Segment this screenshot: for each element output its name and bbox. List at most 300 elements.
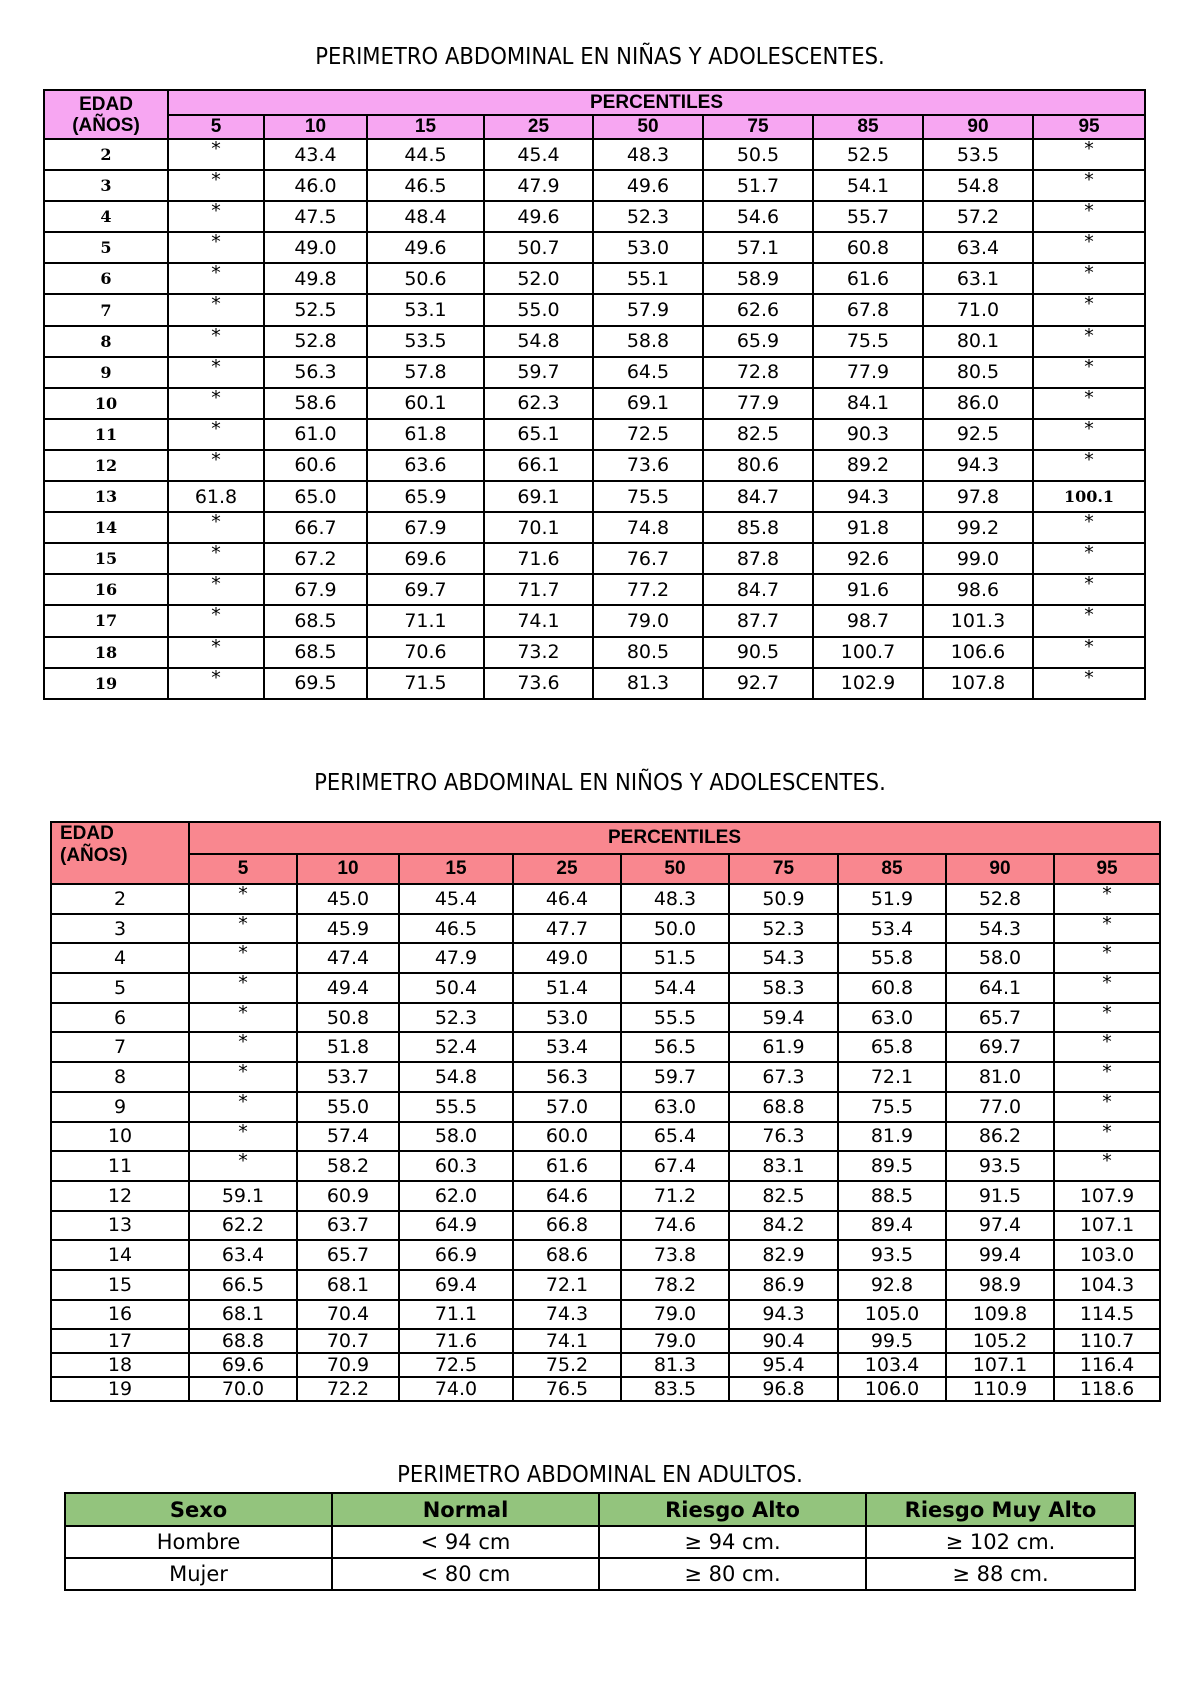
percentile-value-cell: 61.0: [264, 419, 367, 450]
percentile-value-cell: *: [1033, 263, 1145, 294]
percentile-value-cell: 71.0: [923, 294, 1033, 325]
age-cell: 17: [44, 605, 168, 636]
percentile-header-95: 95: [1054, 854, 1160, 884]
table-row: [51, 884, 1160, 914]
percentile-value-cell: 93.5: [838, 1240, 946, 1270]
age-cell: 9: [51, 1092, 189, 1122]
percentile-value-cell: 76.7: [593, 543, 703, 574]
percentile-value-cell: *: [1054, 1032, 1160, 1062]
percentile-value-cell: 106.0: [838, 1377, 946, 1401]
table-row: [65, 1526, 1135, 1558]
percentile-value-cell: 80.5: [923, 357, 1033, 388]
age-cell: 14: [51, 1240, 189, 1270]
table-row: [51, 1300, 1160, 1330]
percentile-value-cell: 56.5: [621, 1032, 729, 1062]
percentile-value-cell: 66.5: [189, 1270, 297, 1300]
table-row: [44, 574, 1145, 605]
percentile-value-cell: 97.4: [946, 1211, 1054, 1241]
percentile-value-cell: 93.5: [946, 1151, 1054, 1181]
percentile-value-cell: *: [189, 973, 297, 1003]
percentile-value-cell: 109.8: [946, 1300, 1054, 1330]
percentile-value-cell: 47.5: [264, 201, 367, 232]
age-cell: 16: [51, 1300, 189, 1330]
percentile-value-cell: *: [1054, 1062, 1160, 1092]
percentile-value-cell: *: [1033, 668, 1145, 699]
percentile-value-cell: *: [1033, 232, 1145, 263]
percentile-value-cell: *: [168, 294, 264, 325]
percentile-value-cell: 52.5: [813, 139, 923, 170]
percentile-header-90: 90: [946, 854, 1054, 884]
percentile-value-cell: 82.5: [703, 419, 813, 450]
percentile-value-cell: 68.5: [264, 605, 367, 636]
percentile-value-cell: *: [168, 263, 264, 294]
percentile-value-cell: 49.6: [367, 232, 484, 263]
percentile-value-cell: 74.0: [399, 1377, 513, 1401]
percentile-header-95: 95: [1033, 115, 1145, 139]
girls-percentile-table: [43, 89, 1146, 700]
percentile-value-cell: 76.3: [729, 1122, 838, 1152]
table-row: [51, 1062, 1160, 1092]
age-cell: 2: [44, 139, 168, 170]
percentile-value-cell: 82.9: [729, 1240, 838, 1270]
table-row: [44, 263, 1145, 294]
percentile-value-cell: 114.5: [1054, 1300, 1160, 1330]
age-cell: 6: [51, 1003, 189, 1033]
age-cell: 15: [51, 1270, 189, 1300]
percentile-value-cell: 58.9: [703, 263, 813, 294]
percentile-value-cell: 54.3: [729, 943, 838, 973]
percentile-value-cell: *: [1033, 201, 1145, 232]
table-row: [51, 1270, 1160, 1300]
percentile-value-cell: 82.5: [729, 1181, 838, 1211]
age-cell: 9: [44, 357, 168, 388]
percentile-value-cell: 107.1: [946, 1353, 1054, 1377]
percentile-value-cell: 90.4: [729, 1329, 838, 1353]
percentile-header-50: 50: [621, 854, 729, 884]
percentile-value-cell: *: [189, 914, 297, 944]
percentile-value-cell: 50.0: [621, 914, 729, 944]
percentile-value-cell: 59.4: [729, 1003, 838, 1033]
percentile-value-cell: 110.7: [1054, 1329, 1160, 1353]
percentile-value-cell: *: [168, 668, 264, 699]
percentile-value-cell: 54.6: [703, 201, 813, 232]
percentile-value-cell: 60.3: [399, 1151, 513, 1181]
percentile-value-cell: 69.1: [484, 481, 593, 512]
percentile-value-cell: 101.3: [923, 605, 1033, 636]
percentile-header-25: 25: [513, 854, 621, 884]
percentile-value-cell: 86.0: [923, 388, 1033, 419]
table-row: [51, 1092, 1160, 1122]
age-cell: 11: [51, 1151, 189, 1181]
table-row: [44, 512, 1145, 543]
age-cell: 13: [44, 481, 168, 512]
boys-percentile-table: [50, 821, 1161, 1402]
percentile-value-cell: 66.9: [399, 1240, 513, 1270]
percentile-value-cell: 51.4: [513, 973, 621, 1003]
percentile-value-cell: 53.0: [513, 1003, 621, 1033]
percentile-value-cell: 99.5: [838, 1329, 946, 1353]
percentile-value-cell: 71.1: [367, 605, 484, 636]
percentile-value-cell: 97.8: [923, 481, 1033, 512]
percentile-value-cell: 45.9: [297, 914, 399, 944]
percentile-value-cell: 84.1: [813, 388, 923, 419]
percentile-value-cell: 49.4: [297, 973, 399, 1003]
percentile-value-cell: 71.1: [399, 1300, 513, 1330]
percentile-header-90: 90: [923, 115, 1033, 139]
edad-header: [51, 822, 189, 884]
percentile-value-cell: 44.5: [367, 139, 484, 170]
percentile-value-cell: 70.1: [484, 512, 593, 543]
percentile-value-cell: *: [168, 543, 264, 574]
percentile-value-cell: 77.0: [946, 1092, 1054, 1122]
percentile-value-cell: *: [168, 512, 264, 543]
percentile-value-cell: 52.3: [399, 1003, 513, 1033]
percentile-value-cell: 102.9: [813, 668, 923, 699]
percentile-value-cell: 45.0: [297, 884, 399, 914]
percentile-header-85: 85: [813, 115, 923, 139]
percentile-value-cell: 47.9: [484, 170, 593, 201]
percentile-value-cell: 55.5: [621, 1003, 729, 1033]
percentile-value-cell: 72.8: [703, 357, 813, 388]
risk-value-cell: < 80 cm: [332, 1558, 599, 1590]
adults-header-row: [65, 1493, 1135, 1526]
percentile-value-cell: 46.5: [399, 914, 513, 944]
percentile-value-cell: 78.2: [621, 1270, 729, 1300]
percentile-value-cell: 64.6: [513, 1181, 621, 1211]
percentile-value-cell: *: [1033, 326, 1145, 357]
percentile-value-cell: 60.1: [367, 388, 484, 419]
percentile-value-cell: 76.5: [513, 1377, 621, 1401]
adults-header-riesgo-muy-alto: Riesgo Muy Alto: [866, 1493, 1135, 1526]
percentile-value-cell: 62.6: [703, 294, 813, 325]
percentile-value-cell: 69.6: [189, 1353, 297, 1377]
percentile-value-cell: 55.0: [297, 1092, 399, 1122]
percentile-value-cell: 57.4: [297, 1122, 399, 1152]
percentile-value-cell: 107.8: [923, 668, 1033, 699]
percentile-value-cell: 56.3: [264, 357, 367, 388]
age-cell: 12: [51, 1181, 189, 1211]
percentile-header-5: 5: [168, 115, 264, 139]
percentile-value-cell: 47.7: [513, 914, 621, 944]
edad-label: EDAD: [79, 93, 133, 115]
percentile-value-cell: 70.4: [297, 1300, 399, 1330]
percentile-value-cell: 75.5: [813, 326, 923, 357]
age-cell: 15: [44, 543, 168, 574]
table-row: [51, 1353, 1160, 1377]
percentile-value-cell: 107.9: [1054, 1181, 1160, 1211]
percentile-value-cell: 55.8: [838, 943, 946, 973]
percentile-value-cell: 77.9: [813, 357, 923, 388]
percentile-value-cell: 86.2: [946, 1122, 1054, 1152]
percentile-value-cell: 81.0: [946, 1062, 1054, 1092]
percentile-value-cell: 54.4: [621, 973, 729, 1003]
percentile-value-cell: 75.5: [593, 481, 703, 512]
percentile-value-cell: 69.7: [367, 574, 484, 605]
percentile-value-cell: 60.0: [513, 1122, 621, 1152]
percentile-value-cell: 107.1: [1054, 1211, 1160, 1241]
percentile-value-cell: 58.3: [729, 973, 838, 1003]
percentile-value-cell: 60.6: [264, 450, 367, 481]
percentile-value-cell: *: [189, 1122, 297, 1152]
table-row: [44, 170, 1145, 201]
table-row: [44, 326, 1145, 357]
percentile-value-cell: *: [168, 637, 264, 668]
percentile-value-cell: *: [1033, 605, 1145, 636]
percentile-value-cell: 49.0: [264, 232, 367, 263]
percentile-value-cell: 59.7: [484, 357, 593, 388]
age-cell: 3: [51, 914, 189, 944]
percentile-value-cell: 62.3: [484, 388, 593, 419]
percentile-value-cell: 65.1: [484, 419, 593, 450]
percentile-value-cell: 92.7: [703, 668, 813, 699]
percentile-value-cell: 49.0: [513, 943, 621, 973]
percentile-value-cell: 92.8: [838, 1270, 946, 1300]
risk-value-cell: ≥ 94 cm.: [599, 1526, 866, 1558]
table-row: [51, 1240, 1160, 1270]
percentile-value-cell: 94.3: [729, 1300, 838, 1330]
table-row: [44, 450, 1145, 481]
percentile-value-cell: 46.5: [367, 170, 484, 201]
percentile-value-cell: 58.0: [946, 943, 1054, 973]
percentile-value-cell: 62.0: [399, 1181, 513, 1211]
percentile-value-cell: 67.9: [367, 512, 484, 543]
percentile-value-cell: 91.6: [813, 574, 923, 605]
percentile-value-cell: *: [1033, 388, 1145, 419]
table-row: [51, 1151, 1160, 1181]
table-row: [44, 637, 1145, 668]
percentile-value-cell: *: [1033, 170, 1145, 201]
percentile-value-cell: 55.7: [813, 201, 923, 232]
age-cell: 12: [44, 450, 168, 481]
percentile-value-cell: *: [168, 201, 264, 232]
percentile-value-cell: 100.1: [1033, 481, 1145, 512]
percentile-value-cell: 89.4: [838, 1211, 946, 1241]
percentile-value-cell: 74.1: [513, 1329, 621, 1353]
age-cell: 6: [44, 263, 168, 294]
age-cell: 10: [51, 1122, 189, 1152]
percentile-value-cell: 66.8: [513, 1211, 621, 1241]
edad-unit-label: (AÑOS): [60, 845, 128, 866]
adults-risk-table: [64, 1492, 1136, 1591]
percentile-value-cell: *: [189, 1151, 297, 1181]
table-row: [51, 973, 1160, 1003]
percentile-value-cell: *: [189, 1062, 297, 1092]
percentile-value-cell: 63.1: [923, 263, 1033, 294]
percentile-value-cell: 45.4: [484, 139, 593, 170]
percentile-value-cell: *: [168, 326, 264, 357]
age-cell: 8: [44, 326, 168, 357]
table-row: [44, 481, 1145, 512]
table-row: [44, 543, 1145, 574]
percentile-value-cell: 75.2: [513, 1353, 621, 1377]
percentile-value-cell: *: [1033, 357, 1145, 388]
percentile-value-cell: 75.5: [838, 1092, 946, 1122]
percentile-value-cell: 72.5: [399, 1353, 513, 1377]
percentile-header-5: 5: [189, 854, 297, 884]
percentile-value-cell: *: [168, 574, 264, 605]
percentile-value-cell: 57.9: [593, 294, 703, 325]
percentile-value-cell: *: [1054, 884, 1160, 914]
percentile-value-cell: 60.9: [297, 1181, 399, 1211]
percentile-value-cell: 59.7: [621, 1062, 729, 1092]
percentile-value-cell: *: [1033, 543, 1145, 574]
percentile-value-cell: 68.5: [264, 637, 367, 668]
percentile-value-cell: 71.5: [367, 668, 484, 699]
table-row: [51, 1377, 1160, 1401]
percentile-value-cell: *: [168, 232, 264, 263]
percentile-value-cell: 65.8: [838, 1032, 946, 1062]
percentile-value-cell: 83.5: [621, 1377, 729, 1401]
percentiles-header: PERCENTILES: [189, 822, 1160, 854]
percentile-value-cell: *: [1054, 973, 1160, 1003]
percentile-value-cell: *: [168, 388, 264, 419]
percentile-header-10: 10: [297, 854, 399, 884]
percentile-value-cell: 91.8: [813, 512, 923, 543]
percentile-value-cell: 87.8: [703, 543, 813, 574]
percentile-value-cell: 53.4: [838, 914, 946, 944]
percentile-value-cell: 100.7: [813, 637, 923, 668]
percentile-value-cell: 51.7: [703, 170, 813, 201]
percentile-value-cell: *: [1054, 1003, 1160, 1033]
percentile-value-cell: 53.1: [367, 294, 484, 325]
percentile-value-cell: 52.3: [593, 201, 703, 232]
percentile-value-cell: 118.6: [1054, 1377, 1160, 1401]
percentile-value-cell: *: [1033, 139, 1145, 170]
table-row: [51, 1032, 1160, 1062]
percentile-value-cell: 50.4: [399, 973, 513, 1003]
percentile-value-cell: 59.1: [189, 1181, 297, 1211]
percentile-value-cell: 99.2: [923, 512, 1033, 543]
percentile-header-75: 75: [729, 854, 838, 884]
percentile-value-cell: 66.1: [484, 450, 593, 481]
age-cell: 3: [44, 170, 168, 201]
table-row: [51, 1122, 1160, 1152]
percentile-value-cell: 89.2: [813, 450, 923, 481]
percentile-value-cell: 52.5: [264, 294, 367, 325]
percentile-value-cell: 60.8: [838, 973, 946, 1003]
percentile-value-cell: *: [189, 943, 297, 973]
percentile-value-cell: 51.5: [621, 943, 729, 973]
percentile-value-cell: 48.4: [367, 201, 484, 232]
adults-table-body: [65, 1526, 1135, 1590]
percentile-header-75: 75: [703, 115, 813, 139]
adults-header-riesgo-alto: Riesgo Alto: [599, 1493, 866, 1526]
table-row: [51, 1329, 1160, 1353]
percentile-value-cell: 91.5: [946, 1181, 1054, 1211]
age-cell: 7: [51, 1032, 189, 1062]
percentile-value-cell: 48.3: [621, 884, 729, 914]
risk-value-cell: ≥ 80 cm.: [599, 1558, 866, 1590]
boys-table-body: [51, 884, 1160, 1401]
percentile-value-cell: 116.4: [1054, 1353, 1160, 1377]
percentile-value-cell: 63.7: [297, 1211, 399, 1241]
percentile-value-cell: 71.7: [484, 574, 593, 605]
percentile-header-85: 85: [838, 854, 946, 884]
percentile-value-cell: *: [168, 419, 264, 450]
percentile-value-cell: 63.0: [838, 1003, 946, 1033]
percentile-value-cell: *: [1033, 294, 1145, 325]
percentile-value-cell: 64.5: [593, 357, 703, 388]
percentile-value-cell: 58.0: [399, 1122, 513, 1152]
percentile-value-cell: 45.4: [399, 884, 513, 914]
percentile-value-cell: 58.2: [297, 1151, 399, 1181]
percentile-value-cell: 53.7: [297, 1062, 399, 1092]
percentile-value-cell: 92.6: [813, 543, 923, 574]
age-cell: 5: [51, 973, 189, 1003]
percentile-value-cell: 55.0: [484, 294, 593, 325]
percentile-value-cell: *: [189, 1003, 297, 1033]
percentile-value-cell: 67.8: [813, 294, 923, 325]
percentile-value-cell: 86.9: [729, 1270, 838, 1300]
percentile-value-cell: 63.6: [367, 450, 484, 481]
percentile-value-cell: 50.6: [367, 263, 484, 294]
percentile-value-cell: 74.6: [621, 1211, 729, 1241]
table-row: [44, 668, 1145, 699]
age-cell: 18: [44, 637, 168, 668]
percentile-value-cell: 55.1: [593, 263, 703, 294]
percentile-value-cell: 110.9: [946, 1377, 1054, 1401]
percentile-value-cell: 70.9: [297, 1353, 399, 1377]
percentile-value-cell: *: [1033, 419, 1145, 450]
percentile-value-cell: 98.9: [946, 1270, 1054, 1300]
percentile-value-cell: 66.7: [264, 512, 367, 543]
percentile-value-cell: 103.4: [838, 1353, 946, 1377]
table-row: [44, 232, 1145, 263]
percentile-value-cell: 65.9: [367, 481, 484, 512]
percentile-value-cell: 81.3: [593, 668, 703, 699]
percentile-value-cell: 79.0: [593, 605, 703, 636]
percentile-value-cell: 68.1: [297, 1270, 399, 1300]
percentile-value-cell: 72.1: [513, 1270, 621, 1300]
percentile-value-cell: 46.4: [513, 884, 621, 914]
percentile-value-cell: 68.1: [189, 1300, 297, 1330]
percentile-value-cell: 49.6: [484, 201, 593, 232]
percentile-value-cell: 50.5: [703, 139, 813, 170]
percentile-value-cell: 79.0: [621, 1300, 729, 1330]
age-cell: 5: [44, 232, 168, 263]
percentile-value-cell: 54.1: [813, 170, 923, 201]
age-cell: 10: [44, 388, 168, 419]
age-cell: 18: [51, 1353, 189, 1377]
percentile-value-cell: 83.1: [729, 1151, 838, 1181]
percentile-value-cell: 105.2: [946, 1329, 1054, 1353]
percentile-value-cell: 65.7: [297, 1240, 399, 1270]
percentile-value-cell: *: [1033, 574, 1145, 605]
percentile-value-cell: 71.6: [399, 1329, 513, 1353]
percentile-value-cell: *: [1054, 914, 1160, 944]
age-cell: 14: [44, 512, 168, 543]
percentile-value-cell: 67.3: [729, 1062, 838, 1092]
percentile-header-15: 15: [367, 115, 484, 139]
percentile-header-10: 10: [264, 115, 367, 139]
percentile-value-cell: *: [1033, 450, 1145, 481]
age-cell: 19: [44, 668, 168, 699]
percentile-value-cell: 52.8: [264, 326, 367, 357]
percentile-value-cell: 99.4: [946, 1240, 1054, 1270]
percentile-value-cell: *: [1033, 637, 1145, 668]
age-cell: 4: [44, 201, 168, 232]
percentile-value-cell: 73.2: [484, 637, 593, 668]
percentile-value-cell: 52.3: [729, 914, 838, 944]
girls-table-title: PERIMETRO ABDOMINAL EN NIÑAS Y ADOLESCENTES.: [315, 44, 885, 70]
percentile-value-cell: 71.2: [621, 1181, 729, 1211]
percentile-header-15: 15: [399, 854, 513, 884]
percentile-value-cell: 103.0: [1054, 1240, 1160, 1270]
percentile-value-cell: 55.5: [399, 1092, 513, 1122]
percentile-value-cell: 104.3: [1054, 1270, 1160, 1300]
percentile-value-cell: *: [189, 1092, 297, 1122]
percentile-value-cell: 77.2: [593, 574, 703, 605]
